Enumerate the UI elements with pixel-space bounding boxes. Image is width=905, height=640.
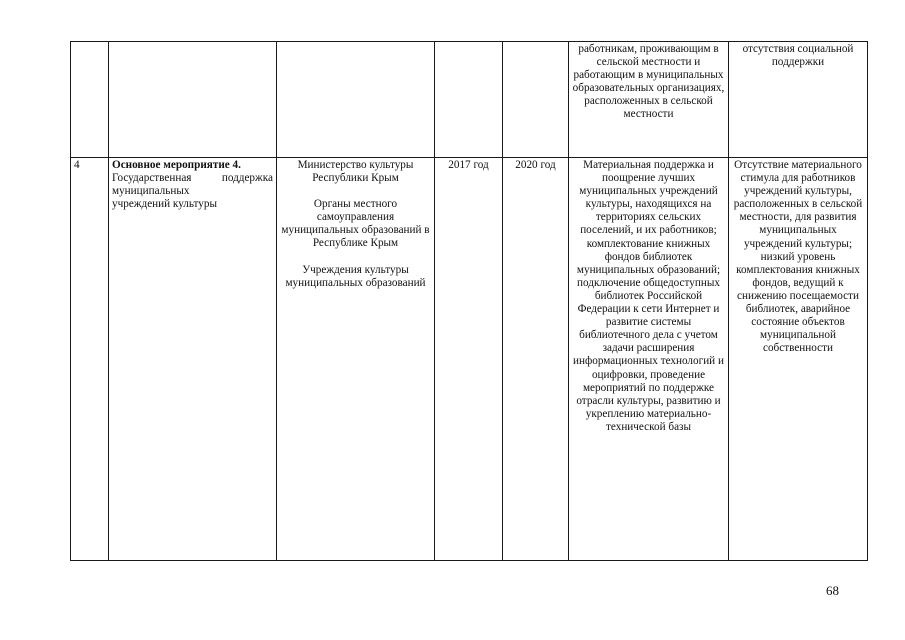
- event-title: Основное мероприятие 4.: [112, 159, 241, 171]
- cell-result: работникам, проживающим в сельской местности и работающим в муниципальных образовательных организациях, расположенных в сельской местности: [569, 42, 729, 158]
- executor-ministry: Министерство культуры Республики Крым: [297, 159, 414, 185]
- cell-consequences: Отсутствие материального стимула для работников учреждений культуры, расположенных в сельской местности, для развития муниципальных учреждений культуры; низкий уровень комплектования книжных фондов, ведущий к снижению посещаемости библиотек, аварийное состояние объектов муниципальной собственности: [729, 158, 868, 561]
- program-table: [70, 41, 868, 561]
- executor-local-government: Органы местного самоуправления муниципальных образований в Республике Крым: [281, 198, 430, 250]
- table-row-continuation: [71, 42, 868, 158]
- cell-start-year: 2017 год: [435, 158, 503, 561]
- cell-end: [503, 42, 569, 158]
- event-desc-line-2: муниципальных: [112, 185, 190, 198]
- page-number: 68: [826, 583, 839, 598]
- cell-end-year: 2020 год: [503, 158, 569, 561]
- executor-culture-institutions: Учреждения культуры муниципальных образований: [285, 263, 426, 289]
- cell-number: 4: [71, 158, 109, 561]
- table-row-4: [71, 158, 868, 561]
- event-desc-line-3: учреждений культуры: [112, 198, 218, 211]
- cell-event: [109, 158, 277, 561]
- cell-number: [71, 42, 109, 158]
- cell-result: Материальная поддержка и поощрение лучших муниципальных учреждений культуры, находящихся на территориях сельских поселений, и их работников; комплектование книжных фондов библиотек муниципальных образований; подключение общедоступных библиотек Российской Федерации к сети Интернет и развитие системы библиотечного дела с учетом задачи расширения информационных технологий и оцифровки, проведение мероприятий по поддержке отрасли культуры, развитию и укреплению материально-технической базы: [569, 158, 729, 561]
- cell-event: [109, 42, 277, 158]
- cell-consequences: отсутствия социальной поддержки: [729, 42, 868, 158]
- event-desc-line-1: Государственная поддержка: [112, 172, 273, 185]
- cell-start: [435, 42, 503, 158]
- cell-executor: [277, 42, 435, 158]
- cell-executor: [277, 158, 435, 561]
